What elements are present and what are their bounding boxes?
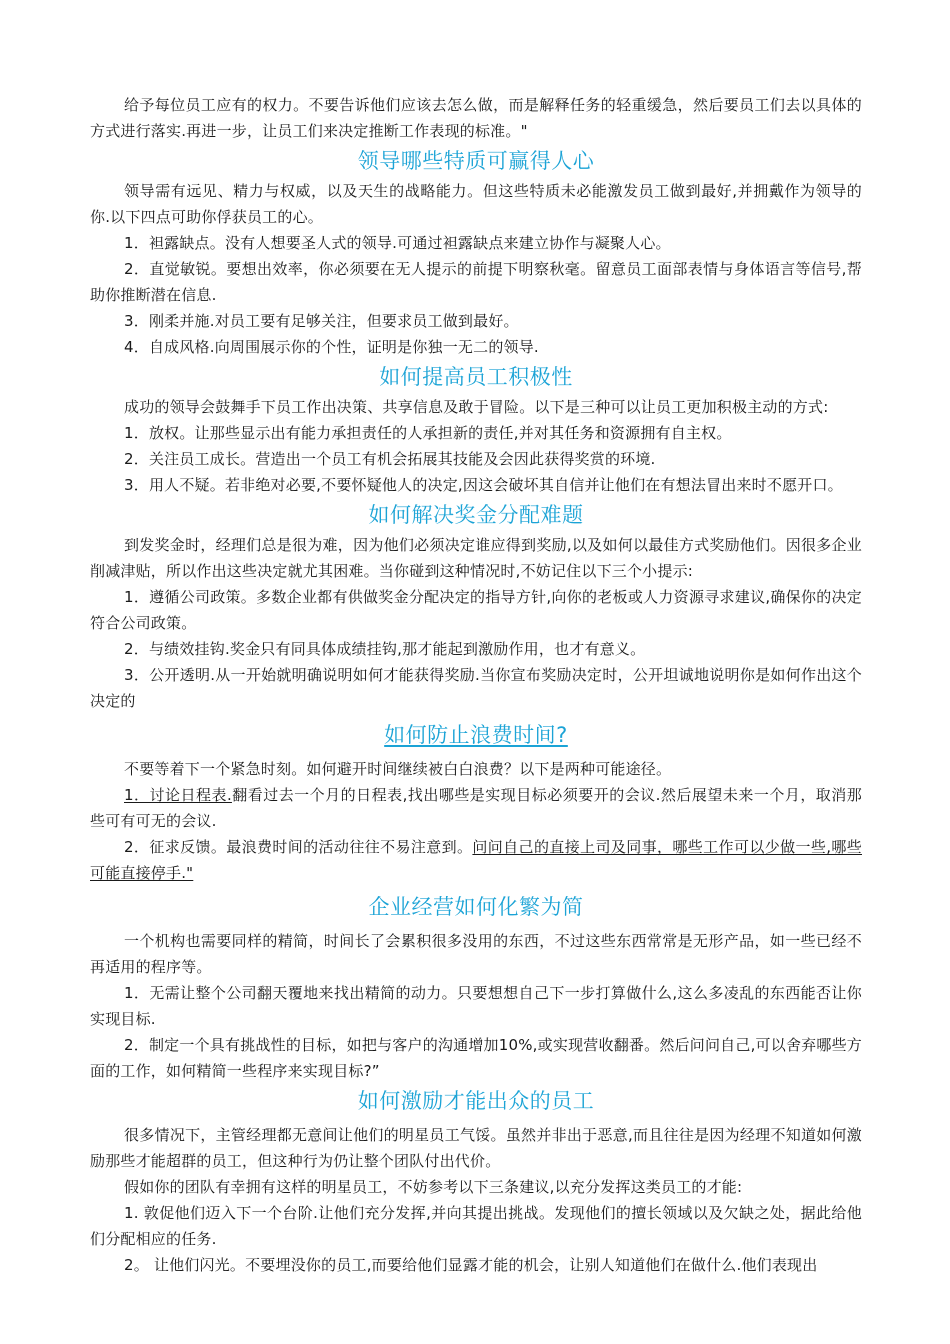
section-heading-leadership-traits: 领导哪些特质可赢得人心	[357, 149, 595, 173]
list-item: 1. 敦促他们迈入下一个台阶.让他们充分发挥,并向其提出挑战。发现他们的擅长领域以及欠缺之处，据此给他们分配相应的任务.	[90, 1204, 862, 1248]
document-body	[90, 92, 862, 1278]
paragraph: 领导需有远见、精力与权威，以及天生的战略能力。但这些特质未必能激发员工做到最好,并拥戴作为领导的你.以下四点可助你俘获员工的心。	[90, 182, 862, 226]
list-item	[90, 782, 862, 834]
list-item	[90, 834, 862, 886]
section-heading-bonus: 如何解决奖金分配难题	[368, 503, 584, 527]
underlined-text: 问问自己的直接上司及同事，哪些工作可以少做一些,哪些可能直接停手."	[90, 838, 862, 882]
list-item-text: 2．征求反馈。最浪费时间的活动往往不易注意到。	[124, 838, 473, 856]
list-item: 1．放权。让那些显示出有能力承担责任的人承担新的责任,并对其任务和资源拥有自主权。	[124, 424, 732, 442]
list-item: 2．制定一个具有挑战性的目标，如把与客户的沟通增加10%,或实现营收翻番。然后问问自己,可以舍弃哪些方面的工作，如何精简一些程序来实现目标?”	[90, 1036, 862, 1080]
section-heading-motivation: 如何提高员工积极性	[379, 365, 573, 389]
list-item: 2．关注员工成长。营造出一个员工有机会拓展其技能及会因此获得奖赏的环境.	[124, 450, 656, 468]
paragraph: 成功的领导会鼓舞手下员工作出决策、共享信息及敢于冒险。以下是三种可以让员工更加积极主动的方式:	[124, 398, 829, 416]
list-item: 1．无需让整个公司翻天覆地来找出精简的动力。只要想想自己下一步打算做什么,这么多凌乱的东西能否让你实现目标.	[90, 984, 862, 1028]
list-item-text: 翻看过去一个月的日程表,找出哪些是实现目标必须要开的会议.然后展望未来一个月，取消那些可有可无的会议.	[90, 786, 862, 830]
paragraph: 很多情况下，主管经理都无意间让他们的明星员工气馁。虽然并非出于恶意,而且往往是因为经理不知道如何激励那些才能超群的员工，但这种行为仍让整个团队付出代价。	[90, 1126, 862, 1170]
heading-text: 如何防止浪费时间?	[384, 723, 568, 747]
list-item: 4．自成风格.向周围展示你的个性，证明是你独一无二的领导.	[124, 338, 539, 356]
paragraph: 到发奖金时，经理们总是很为难，因为他们必须决定谁应得到奖励,以及如何以最佳方式奖励他们。因很多企业削减津贴，所以作出这些决定就尤其困难。当你碰到这种情况时,不妨记住以下三个小提示:	[90, 536, 862, 580]
list-item: 2．与绩效挂钩.奖金只有同具体成绩挂钩,那才能起到激励作用，也才有意义。	[124, 640, 646, 658]
paragraph: 一个机构也需要同样的精简，时间长了会累积很多没用的东西，不过这些东西常常是无形产品，如一些已经不再适用的程序等。	[90, 932, 862, 976]
section-heading-talent: 如何激励才能出众的员工	[357, 1089, 595, 1113]
list-item: 3．公开透明.从一开始就明确说明如何才能获得奖励.当你宣布奖励决定时，公开坦诚地说明你是如何作出这个决定的	[90, 666, 862, 710]
list-item: 2。 让他们闪光。不要埋没你的员工,而要给他们显露才能的机会，让别人知道他们在做什么.他们表现出	[124, 1256, 818, 1274]
list-item: 1．袒露缺点。没有人想要圣人式的领导.可通过袒露缺点来建立协作与凝聚人心。	[124, 234, 671, 252]
list-item: 2．直觉敏锐。要想出效率，你必须要在无人提示的前提下明察秋毫。留意员工面部表情与身体语言等信号,帮助你推断潜在信息.	[90, 260, 862, 304]
list-item: 1．遵循公司政策。多数企业都有供做奖金分配决定的指导方针,向你的老板或人力资源寻求建议,确保你的决定符合公司政策。	[90, 588, 862, 632]
paragraph: 不要等着下一个紧急时刻。如何避开时间继续被白白浪费？以下是两种可能途径。	[124, 760, 672, 778]
intro-paragraph: 给予每位员工应有的权力。不要告诉他们应该去怎么做，而是解释任务的轻重缓急，然后要员工们去以具体的方式进行落实.再进一步，让员工们来决定推断工作表现的标准。"	[90, 96, 862, 140]
section-heading-simplify: 企业经营如何化繁为简	[368, 895, 584, 919]
list-item: 3．刚柔并施.对员工要有足够关注，但要求员工做到最好。	[124, 312, 519, 330]
underlined-text: 1．讨论日程表.	[124, 786, 232, 804]
section-heading-time-waste	[90, 721, 862, 750]
paragraph: 假如你的团队有幸拥有这样的明星员工，不妨参考以下三条建议,以充分发挥这类员工的才能:	[124, 1178, 743, 1196]
list-item: 3．用人不疑。若非绝对必要,不要怀疑他人的决定,因这会破坏其自信并让他们在有想法冒出来时不愿开口。	[124, 476, 843, 494]
